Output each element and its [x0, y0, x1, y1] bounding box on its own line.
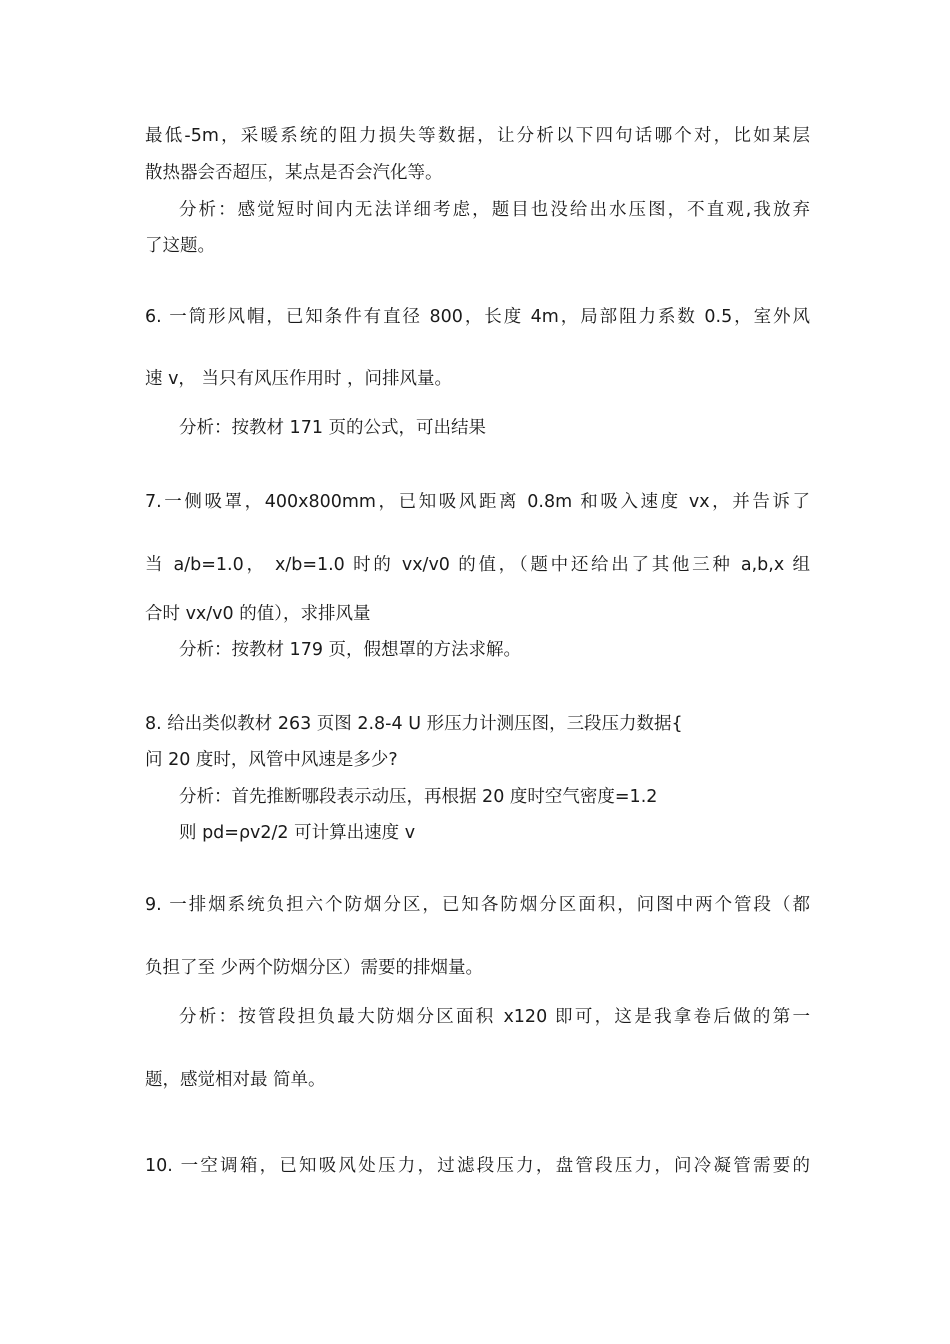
question-9-line-1: 9. 一排烟系统负担六个防烟分区，已知各防烟分区面积，问图中两个管段（都	[145, 895, 810, 915]
question-7-line-2: 当 a/b=1.0， x/b=1.0 时的 vx/v0 的值，（题中还给出了其他三种 a,b,x 组	[145, 555, 810, 575]
question-7-line-1: 7.一侧吸罩，400x800mm，已知吸风距离 0.8m 和吸入速度 vx，并告诉了	[145, 492, 810, 512]
text-line: 了这题。	[145, 236, 215, 256]
question-7-analysis: 分析：按教材 179 页，假想罩的方法求解。	[179, 640, 522, 660]
question-8-line-1: 8. 给出类似教材 263 页图 2.8-4 U 形压力计测压图，三段压力数据{	[145, 714, 683, 734]
question-6-analysis: 分析：按教材 171 页的公式，可出结果	[179, 418, 487, 438]
question-9-analysis-1: 分析：按管段担负最大防烟分区面积 x120 即可，这是我拿卷后做的第一	[179, 1007, 810, 1027]
question-6-line-1: 6. 一筒形风帽，已知条件有直径 800，长度 4m，局部阻力系数 0.5，室外风	[145, 307, 810, 327]
question-8-analysis-2: 则 pd=ρv2/2 可计算出速度 v	[179, 823, 416, 843]
question-9-analysis-2: 题，感觉相对最 简单。	[145, 1070, 326, 1090]
text-line: 分析：感觉短时间内无法详细考虑，题目也没给出水压图，不直观,我放弃	[179, 200, 810, 220]
text-line: 最低-5m，采暖系统的阻力损失等数据，让分析以下四句话哪个对，比如某层	[145, 126, 810, 146]
question-6-line-2: 速 v， 当只有风压作用时 ，问排风量。	[145, 369, 453, 389]
question-8-analysis-1: 分析：首先推断哪段表示动压，再根据 20 度时空气密度=1.2	[179, 787, 658, 807]
text-line: 散热器会否超压，某点是否会汽化等。	[145, 163, 443, 183]
question-7-line-3: 合时 vx/v0 的值），求排风量	[145, 604, 371, 624]
question-8-line-2: 问 20 度时，风管中风速是多少?	[145, 750, 398, 770]
question-10-line-1: 10. 一空调箱，已知吸风处压力，过滤段压力，盘管段压力，问冷凝管需要的	[145, 1156, 810, 1176]
question-9-line-2: 负担了至 少两个防烟分区）需要的排烟量。	[145, 958, 484, 978]
